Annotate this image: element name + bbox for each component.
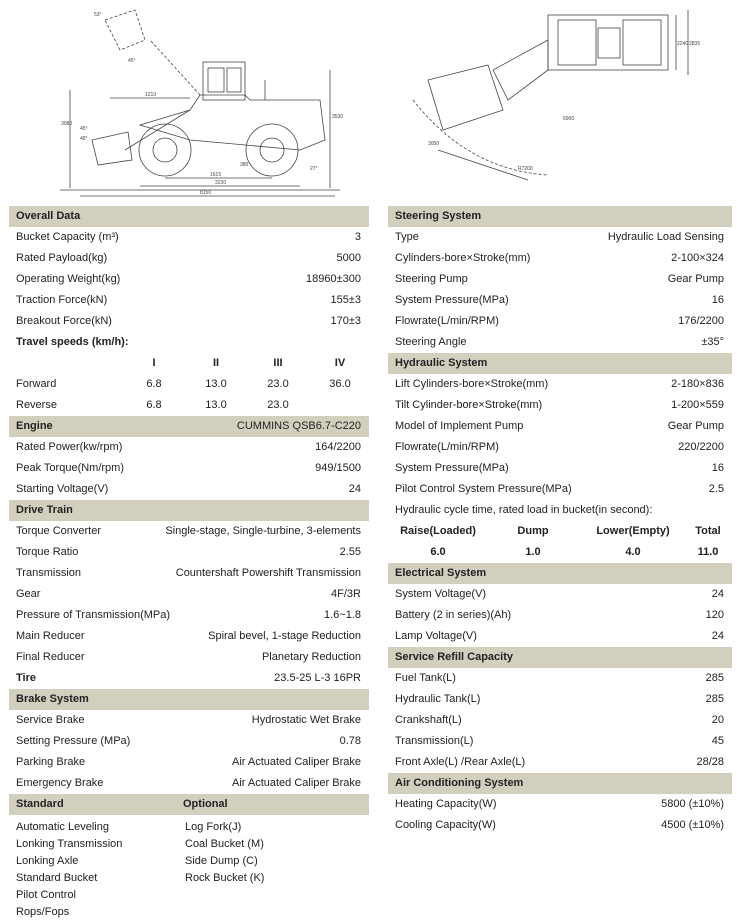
spec-row [388, 752, 732, 773]
spec-label: Hydraulic Tank(L) [395, 693, 481, 705]
spec-row-tire [9, 668, 369, 689]
cycle-time-title: Hydraulic cycle time, rated load in bucket(in second): [395, 504, 653, 516]
section-title: Engine [16, 420, 53, 432]
cycle-header: Total [695, 525, 721, 537]
spec-value: 220/2200 [678, 441, 724, 453]
spec-label: Lamp Voltage(V) [395, 630, 477, 642]
spec-row [9, 731, 369, 752]
spec-label: Bucket Capacity (m³) [16, 231, 119, 243]
list-item: Lonking Transmission [16, 838, 123, 850]
dim-label: 380 [240, 162, 249, 168]
spec-label: Rated Power(kw/rpm) [16, 441, 123, 453]
spec-label: Transmission(L) [395, 735, 474, 747]
spec-label: Breakout Force(kN) [16, 315, 112, 327]
spec-row [388, 668, 732, 689]
rear-wheel [246, 124, 298, 176]
dim-label: 45° [80, 126, 88, 132]
spec-row [388, 458, 732, 479]
spec-row [388, 689, 732, 710]
spec-row [9, 227, 369, 248]
spec-label: Pressure of Transmission(MPa) [16, 609, 171, 621]
spec-label: Final Reducer [16, 651, 85, 663]
spec-row [388, 227, 732, 248]
spec-value: 45 [711, 735, 724, 747]
spec-value: 120 [705, 609, 724, 621]
travel-speeds-title: Travel speeds (km/h): [16, 336, 129, 348]
spec-label: Traction Force(kN) [16, 294, 108, 306]
spec-label: Service Brake [16, 714, 85, 726]
section-header-brake: Brake System [9, 689, 369, 710]
spec-label: Cooling Capacity(W) [395, 819, 496, 831]
dim-label: 1210 [145, 92, 157, 98]
spec-label: System Pressure(MPa) [395, 294, 509, 306]
spec-row [388, 374, 732, 395]
left-spec-column [9, 206, 369, 921]
cycle-headers [388, 521, 732, 542]
spec-label: Lift Cylinders-bore×Stroke(mm) [395, 378, 549, 390]
dim-label: 3530 [332, 114, 344, 120]
spec-label: System Voltage(V) [395, 588, 487, 600]
spec-value: 24 [348, 483, 361, 495]
spec-label: Type [395, 231, 419, 243]
spec-label: Torque Ratio [16, 546, 79, 558]
spec-label: System Pressure(MPa) [395, 462, 509, 474]
list-item: Side Dump (C) [185, 855, 258, 867]
spec-row [9, 311, 369, 332]
spec-row [9, 710, 369, 731]
spec-label: Model of Implement Pump [395, 420, 524, 432]
spec-value: 0.78 [339, 735, 361, 747]
spec-label: Tilt Cylinder-bore×Stroke(mm) [395, 399, 543, 411]
spec-row [9, 773, 369, 794]
section-header-aircon: Air Conditioning System [388, 773, 732, 794]
list-item: Coal Bucket (M) [185, 838, 264, 850]
dim-label: 45° [128, 58, 136, 64]
spec-label: Main Reducer [16, 630, 85, 642]
dim-label: 6900 [563, 116, 575, 122]
travel-value: 13.0 [205, 378, 227, 390]
travel-label: Reverse [16, 399, 57, 411]
spec-value: 24 [711, 630, 724, 642]
spec-row [388, 290, 732, 311]
spec-value: 2.5 [708, 483, 724, 495]
dim-label: R7200 [518, 166, 533, 172]
spec-row [9, 605, 369, 626]
section-header-electrical: Electrical System [388, 563, 732, 584]
section-header-refill: Service Refill Capacity [388, 647, 732, 668]
cycle-header: Raise(Loaded) [400, 525, 476, 537]
spec-value: 2-180×836 [671, 378, 724, 390]
spec-label: Cylinders-bore×Stroke(mm) [395, 252, 531, 264]
travel-value: 13.0 [205, 399, 227, 411]
spec-row [9, 521, 369, 542]
cycle-value: 1.0 [525, 546, 541, 558]
spec-row [9, 542, 369, 563]
section-header-overall: Overall Data [9, 206, 369, 227]
dim-label: 3050 [428, 141, 440, 147]
spec-row [388, 395, 732, 416]
spec-row [9, 752, 369, 773]
spec-value: 949/1500 [315, 462, 361, 474]
machine-top-body [548, 15, 668, 70]
spec-label: Gear [16, 588, 41, 600]
spec-label: Tire [16, 672, 36, 684]
section-header-hydraulic: Hydraulic System [388, 353, 732, 374]
engine-model: CUMMINS QSB6.7-C220 [236, 420, 361, 432]
spec-label: Flowrate(L/min/RPM) [395, 315, 499, 327]
spec-value: 1.6~1.8 [323, 609, 361, 621]
spec-label: Steering Pump [395, 273, 468, 285]
spec-value: 24 [711, 588, 724, 600]
bucket-raised [105, 10, 145, 50]
dim-label: 27° [310, 166, 318, 172]
list-item: Standard Bucket [16, 872, 98, 884]
travel-value: 23.0 [267, 378, 289, 390]
spec-value: ±35° [701, 336, 724, 348]
dim-label: 1615 [210, 172, 222, 178]
spec-label: Peak Torque(Nm/rpm) [16, 462, 124, 474]
list-item: Pilot Control [16, 889, 76, 901]
section-header-standard-optional [9, 794, 369, 815]
spec-row [388, 416, 732, 437]
right-spec-column [388, 206, 732, 836]
section-header-engine [9, 416, 369, 437]
gear-header: II [212, 357, 220, 369]
spec-value: Single-stage, Single-turbine, 3-elements [165, 525, 361, 537]
spec-value: Air Actuated Caliper Brake [231, 777, 361, 789]
spec-value: 164/2200 [315, 441, 361, 453]
spec-value: 5000 [336, 252, 361, 264]
spec-value: 2-100×324 [671, 252, 724, 264]
travel-reverse-row [9, 395, 369, 416]
spec-value: Gear Pump [667, 420, 724, 432]
travel-value: 23.0 [267, 399, 289, 411]
cycle-values [388, 542, 732, 563]
list-item: Rops/Fops [16, 906, 70, 918]
spec-label: Front Axle(L) /Rear Axle(L) [395, 756, 526, 768]
spec-value: 16 [711, 294, 724, 306]
spec-value: 28/28 [696, 756, 724, 768]
gear-header: IV [334, 357, 346, 369]
spec-value: Spiral bevel, 1-stage Reduction [208, 630, 361, 642]
travel-value: 6.8 [146, 378, 162, 390]
spec-value: 170±3 [330, 315, 361, 327]
spec-row [9, 248, 369, 269]
list-item: Lonking Axle [16, 855, 79, 867]
bucket-lowered [92, 132, 132, 165]
spec-value: 16 [711, 462, 724, 474]
front-frame-articulated [493, 40, 548, 100]
spec-value: 4500 (±10%) [661, 819, 724, 831]
spec-row [9, 563, 369, 584]
spec-row [9, 269, 369, 290]
spec-value: 20 [711, 714, 724, 726]
cycle-value: 4.0 [625, 546, 641, 558]
spec-row [388, 794, 732, 815]
optional-list [185, 819, 264, 887]
spec-label: Flowrate(L/min/RPM) [395, 441, 499, 453]
spec-value: Air Actuated Caliper Brake [231, 756, 361, 768]
spec-label: Emergency Brake [16, 777, 104, 789]
bucket-top [428, 65, 503, 130]
spec-value: 285 [705, 693, 724, 705]
dim-label: 2240 [677, 41, 689, 47]
spec-row [9, 626, 369, 647]
spec-row [9, 647, 369, 668]
spec-value: Countershaft Powershift Transmission [175, 567, 361, 579]
spec-label: Transmission [16, 567, 81, 579]
dim-label: 3230 [215, 180, 227, 186]
section-header-steering: Steering System [388, 206, 732, 227]
spec-row [388, 248, 732, 269]
section-title: Standard [16, 798, 64, 810]
spec-row [9, 584, 369, 605]
spec-label: Parking Brake [16, 756, 86, 768]
spec-value: 4F/3R [331, 588, 361, 600]
spec-label: Setting Pressure (MPa) [16, 735, 131, 747]
cycle-header: Dump [517, 525, 549, 537]
travel-gear-headers [9, 353, 369, 374]
spec-row [388, 479, 732, 500]
optional-title: Optional [183, 798, 228, 810]
spec-value: 5800 (±10%) [661, 798, 724, 810]
spec-row [9, 479, 369, 500]
dim-label: 2835 [689, 41, 701, 47]
spec-row [388, 731, 732, 752]
spec-label: Rated Payload(kg) [16, 252, 108, 264]
travel-label: Forward [16, 378, 57, 390]
spec-row [9, 458, 369, 479]
cycle-value: 11.0 [697, 546, 719, 558]
spec-row [9, 290, 369, 311]
travel-value: 6.8 [146, 399, 162, 411]
travel-forward-row [9, 374, 369, 395]
spec-label: Pilot Control System Pressure(MPa) [395, 483, 572, 495]
gear-header: III [273, 357, 283, 369]
spec-value: 2.55 [339, 546, 361, 558]
spec-value: 3 [354, 231, 361, 243]
spec-row [388, 815, 732, 836]
spec-value: Planetary Reduction [261, 651, 361, 663]
spec-label: Battery (2 in series)(Ah) [395, 609, 512, 621]
spec-value: 23.5-25 L-3 16PR [274, 672, 361, 684]
spec-value: 285 [705, 672, 724, 684]
list-item: Automatic Leveling [16, 821, 109, 833]
spec-label: Operating Weight(kg) [16, 273, 121, 285]
spec-value: 176/2200 [678, 315, 724, 327]
list-item: Log Fork(J) [185, 821, 242, 833]
travel-value: 36.0 [329, 378, 351, 390]
spec-row [388, 269, 732, 290]
gear-header: I [152, 357, 156, 369]
machine-body [140, 95, 325, 150]
list-item: Rock Bucket (K) [185, 872, 265, 884]
spec-label: Fuel Tank(L) [395, 672, 456, 684]
dim-label: 53° [94, 12, 102, 18]
spec-label: Heating Capacity(W) [395, 798, 497, 810]
dim-label: 8150 [200, 190, 212, 196]
spec-label: Crankshaft(L) [395, 714, 462, 726]
spec-value: Gear Pump [667, 273, 724, 285]
spec-row [388, 605, 732, 626]
spec-row [388, 710, 732, 731]
spec-label: Starting Voltage(V) [16, 483, 109, 495]
spec-value: 1-200×559 [671, 399, 724, 411]
cycle-value: 6.0 [430, 546, 446, 558]
spec-value: Hydrostatic Wet Brake [251, 714, 361, 726]
side-view-drawing [50, 0, 350, 200]
spec-row [388, 626, 732, 647]
spec-label: Torque Converter [16, 525, 101, 537]
spec-row [388, 584, 732, 605]
spec-value: 18960±300 [306, 273, 361, 285]
spec-label: Steering Angle [395, 336, 467, 348]
top-view-drawing [398, 0, 701, 200]
spec-row [9, 437, 369, 458]
front-wheel [139, 124, 191, 176]
spec-row [388, 332, 732, 353]
cycle-header: Lower(Empty) [596, 525, 670, 537]
dim-label: 48° [80, 136, 88, 142]
spec-value: 155±3 [330, 294, 361, 306]
dim-label: 3080 [61, 121, 73, 127]
section-header-drive-train: Drive Train [9, 500, 369, 521]
spec-row [388, 311, 732, 332]
spec-row [388, 437, 732, 458]
spec-value: Hydraulic Load Sensing [607, 231, 724, 243]
